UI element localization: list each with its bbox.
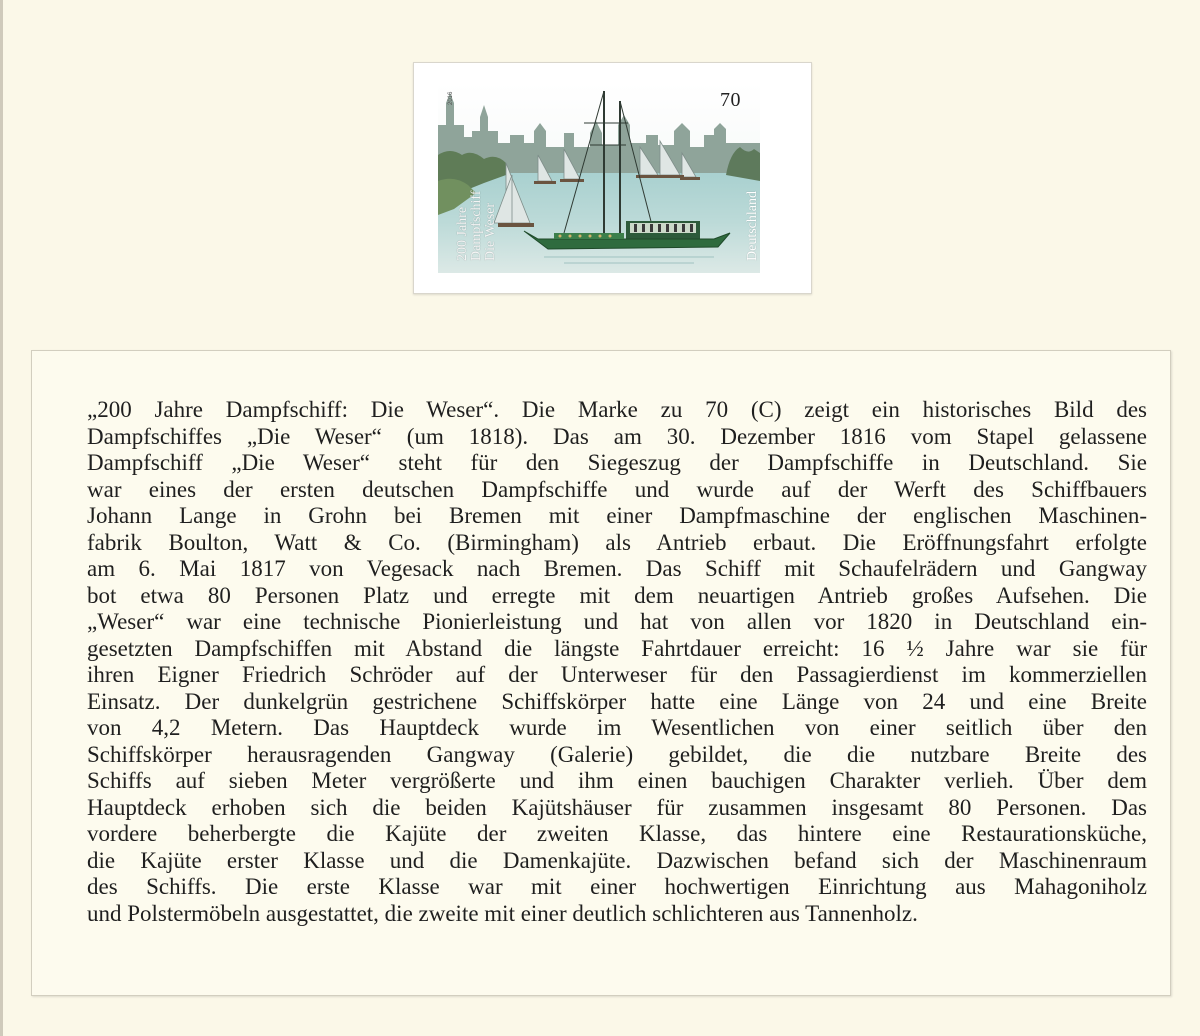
text-line: Johann Lange in Grohn bei Bremen mit einer Dampfmaschine der englischen Maschinen-: [87, 503, 1147, 528]
text-line: „200 Jahre Dampfschiff: Die Weser“. Die Marke zu 70 (C) zeigt ein historisches Bild des: [87, 397, 1147, 422]
text-line: die Kajüte erster Klasse und die Damenkajüte. Dazwischen befand sich der Maschinenraum: [87, 847, 1147, 873]
text-line: und Polstermöbeln ausgestattet, die zweite mit einer deutlich schlichteren aus Tannenholz.: [87, 900, 918, 926]
stamp-value: 70: [720, 89, 741, 111]
stamp-title-line-1: 200 Jahre: [455, 206, 470, 261]
stamp-title-line-3: Die Weser: [483, 202, 498, 261]
text-line: von 4,2 Metern. Das Hauptdeck wurde im Wesentlichen von einer seitlich über den: [87, 715, 1147, 740]
text-line: Einsatz. Der dunkelgrün gestrichene Schiffskörper hatte eine Länge von 24 und eine Breite: [87, 688, 1147, 714]
description-text: [87, 397, 1147, 927]
postage-stamp: [413, 62, 812, 294]
text-line: ihren Eigner Friedrich Schröder auf der Unterweser für den Passagierdienst im kommerziellen: [87, 662, 1147, 687]
text-line: war eines der ersten deutschen Dampfschiffe und wurde auf der Werft des Schiffbauers: [87, 476, 1147, 502]
stamp-country: Deutschland: [745, 191, 760, 261]
text-line: bot etwa 80 Personen Platz und erregte mit dem neuartigen Antrieb großes Aufsehen. Die: [87, 582, 1147, 608]
stamp-year: 2016: [448, 91, 454, 105]
text-line: Dampfschiffes „Die Weser“ (um 1818). Das am 30. Dezember 1816 vom Stapel gelassene: [87, 423, 1147, 449]
text-line: Schiffs auf sieben Meter vergrößerte und ihm einen bauchigen Charakter verlieh. Über dem: [87, 768, 1147, 793]
text-line: „Weser“ war eine technische Pionierleistung und hat von allen vor 1820 in Deutschland ein-: [87, 609, 1147, 634]
text-line: Schiffskörper herausragenden Gangway (Galerie) gebildet, die die nutzbare Breite des: [87, 741, 1147, 767]
page-frame-edge: [0, 0, 3, 1036]
text-line: fabrik Boulton, Watt & Co. (Birmingham) als Antrieb erbaut. Die Eröffnungsfahrt erfolgte: [87, 529, 1147, 555]
text-line: Hauptdeck erhoben sich die beiden Kajütshäuser für zusammen insgesamt 80 Personen. Das: [87, 794, 1147, 820]
text-line: des Schiffs. Die erste Klasse war mit einer hochwertigen Einrichtung aus Mahagoniholz: [87, 874, 1147, 899]
text-line: am 6. Mai 1817 von Vegesack nach Bremen. Das Schiff mit Schaufelrädern und Gangway: [87, 556, 1147, 581]
stamp-title-line-2: Dampfschiff: [469, 190, 484, 261]
text-line: Dampfschiff „Die Weser“ steht für den Siegeszug der Dampfschiffe in Deutschland. Sie: [87, 450, 1147, 475]
text-line: gesetzten Dampfschiffen mit Abstand die längste Fahrtdauer erreicht: 16 ½ Jahre war sie für: [87, 635, 1147, 661]
text-line: vordere beherbergte die Kajüte der zweiten Klasse, das hintere eine Restaurationsküche,: [87, 821, 1147, 846]
description-card: [31, 350, 1171, 996]
stamp-title: [456, 131, 498, 261]
